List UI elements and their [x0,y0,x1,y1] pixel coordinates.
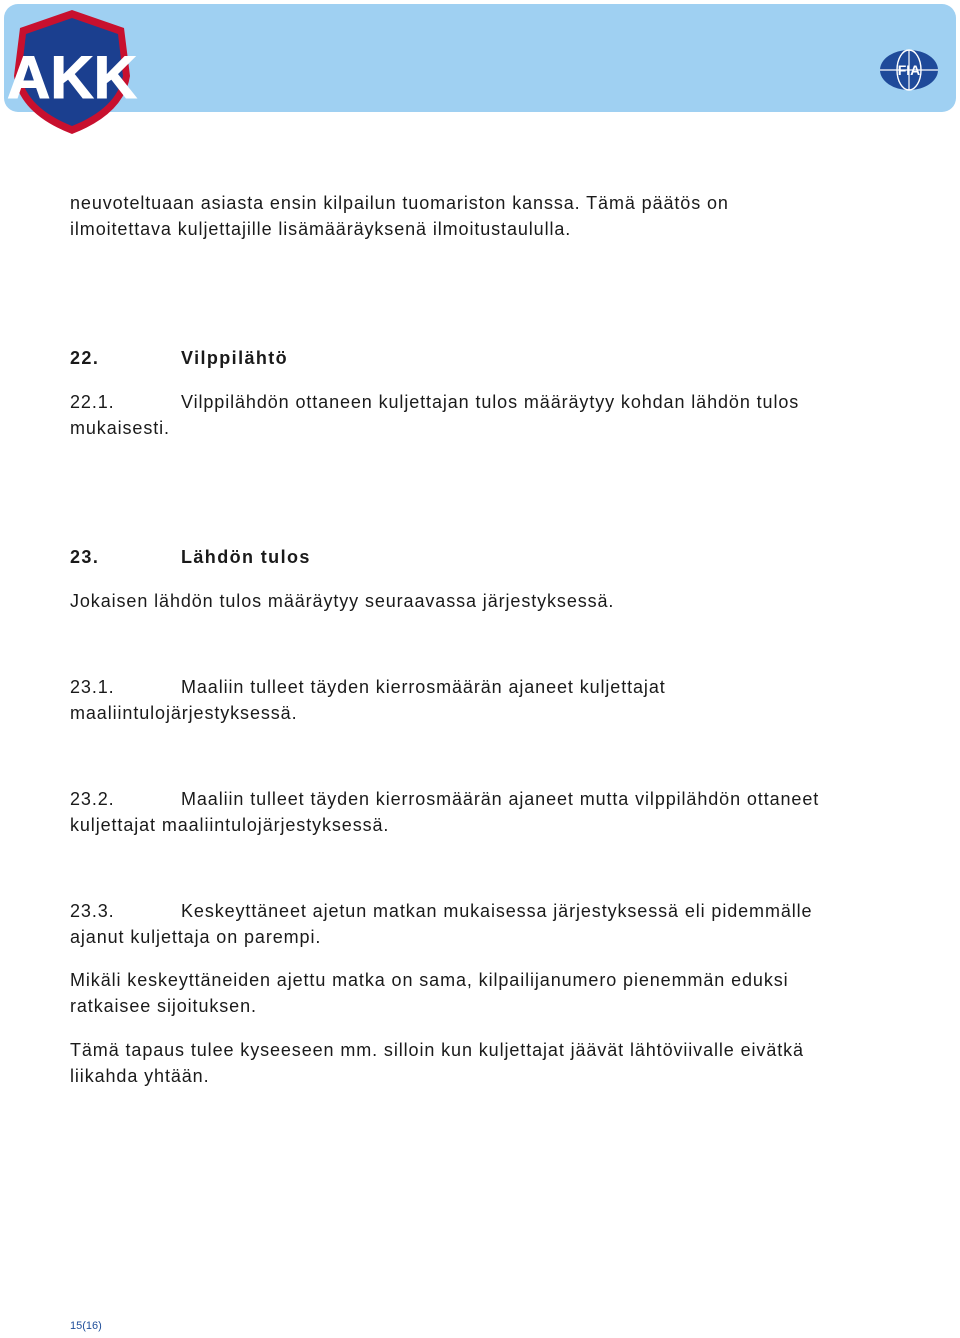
section-23-3-number: 23.3. [70,901,115,921]
intro-line-2: ilmoitettava kuljettajille lisämääräyksenä ilmoitustaululla. [70,219,572,239]
svg-text:AKK: AKK [7,44,137,111]
section-23-2-line-2: kuljettajat maaliintulojärjestyksessä. [70,815,390,835]
section-23-title: Lähdön tulos [181,547,311,567]
section-23-2-number: 23.2. [70,789,115,809]
header-band [4,4,956,112]
section-23-3 [70,898,900,950]
paragraph-example-line-1: Tämä tapaus tulee kyseeseen mm. silloin kun kuljettajat jäävät lähtöviivalle eivätkä [70,1040,804,1060]
paragraph-tie-rule-line-1: Mikäli keskeyttäneiden ajettu matka on sama, kilpailijanumero pienemmän eduksi [70,970,789,990]
section-22-1-line-1: Vilppilähdön ottaneen kuljettajan tulos määräytyy kohdan lähdön tulos [181,392,800,412]
section-23-2 [70,786,900,838]
section-23-heading [70,544,900,570]
section-22-heading [70,345,900,371]
section-22-1-number: 22.1. [70,392,115,412]
section-23-1-number: 23.1. [70,677,115,697]
section-23-1-line-2: maaliintulojärjestyksessä. [70,703,298,723]
section-23-2-line-1: Maaliin tulleet täyden kierrosmäärän ajaneet mutta vilppilähdön ottaneet [181,789,820,809]
section-22-title: Vilppilähtö [181,348,289,368]
svg-text:FIA: FIA [897,62,921,78]
paragraph-tie-rule [70,967,900,1019]
intro-paragraph [70,190,900,242]
section-22-1-line-2: mukaisesti. [70,418,170,438]
section-23-3-line-2: ajanut kuljettaja on parempi. [70,927,322,947]
section-23-number: 23. [70,547,100,567]
section-22-1 [70,389,900,441]
intro-line-1: neuvoteltuaan asiasta ensin kilpailun tuomariston kanssa. Tämä päätös on [70,193,729,213]
section-23-1-line-1: Maaliin tulleet täyden kierrosmäärän ajaneet kuljettajat [181,677,666,697]
paragraph-example-line-2: liikahda yhtään. [70,1066,210,1086]
akk-logo [6,6,138,138]
section-23-3-line-1: Keskeyttäneet ajetun matkan mukaisessa järjestyksessä eli pidemmälle [181,901,813,921]
page-number: 15(16) [70,1320,102,1332]
section-23-intro: Jokaisen lähdön tulos määräytyy seuraavassa järjestyksessä. [70,591,615,611]
section-23-1 [70,674,900,726]
paragraph-tie-rule-line-2: ratkaisee sijoituksen. [70,996,257,1016]
paragraph-example [70,1037,900,1089]
section-22-number: 22. [70,348,100,368]
fia-logo [878,48,940,92]
